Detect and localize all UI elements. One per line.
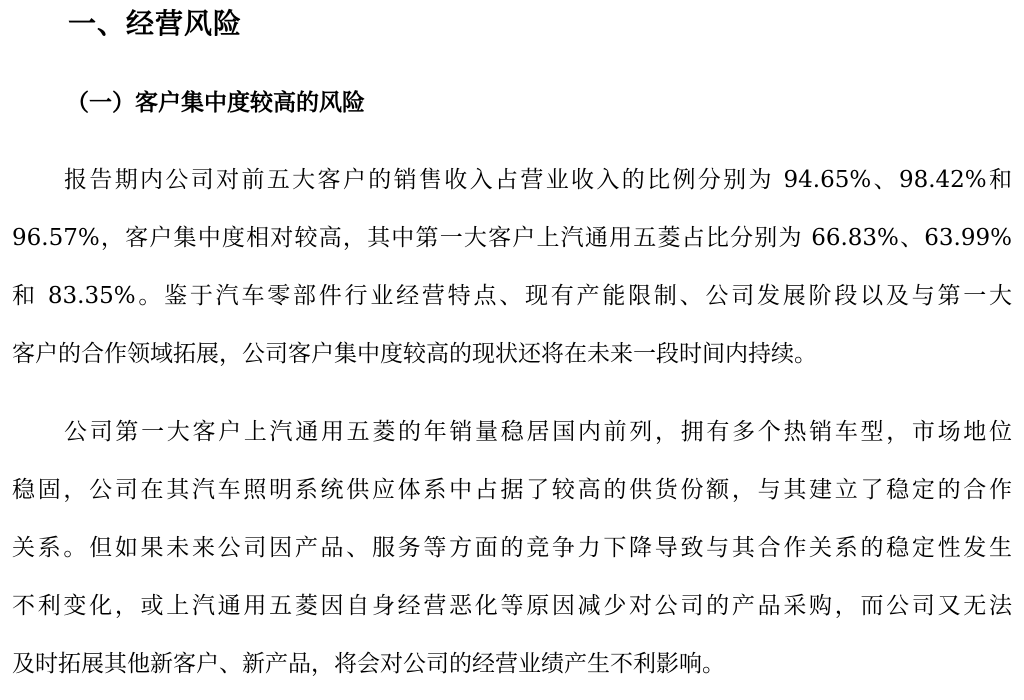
paragraph-line: 不利变化，或上汽通用五菱因自身经营恶化等原因减少对公司的产品采购，而公司又无法 xyxy=(12,593,1012,619)
subsection-heading: （一）客户集中度较高的风险 xyxy=(66,90,365,116)
paragraph-line: 客户的合作领域拓展，公司客户集中度较高的现状还将在未来一段时间内持续。 xyxy=(12,341,817,367)
paragraph-line: 公司第一大客户上汽通用五菱的年销量稳居国内前列，拥有多个热销车型，市场地位 xyxy=(64,419,1012,445)
paragraph-line: 及时拓展其他新客户、新产品，将会对公司的经营业绩产生不利影响。 xyxy=(12,651,725,677)
paragraph-line: 关系。但如果未来公司因产品、服务等方面的竞争力下降导致与其合作关系的稳定性发生 xyxy=(12,535,1012,561)
paragraph-line: 稳固，公司在其汽车照明系统供应体系中占据了较高的供货份额，与其建立了稳定的合作 xyxy=(12,477,1012,503)
paragraph-line: 和 83.35%。鉴于汽车零部件行业经营特点、现有产能限制、公司发展阶段以及与第一大 xyxy=(12,283,1012,309)
paragraph-customer-concentration xyxy=(12,151,1012,383)
paragraph-line: 报告期内公司对前五大客户的销售收入占营业收入的比例分别为 94.65%、98.42%和 xyxy=(64,167,1012,193)
paragraph-line: 96.57%，客户集中度相对较高，其中第一大客户上汽通用五菱占比分别为 66.83%、63.99% xyxy=(12,225,1012,251)
paragraph-major-customer-risk xyxy=(12,403,1012,693)
section-heading: 一、经营风险 xyxy=(68,7,243,40)
